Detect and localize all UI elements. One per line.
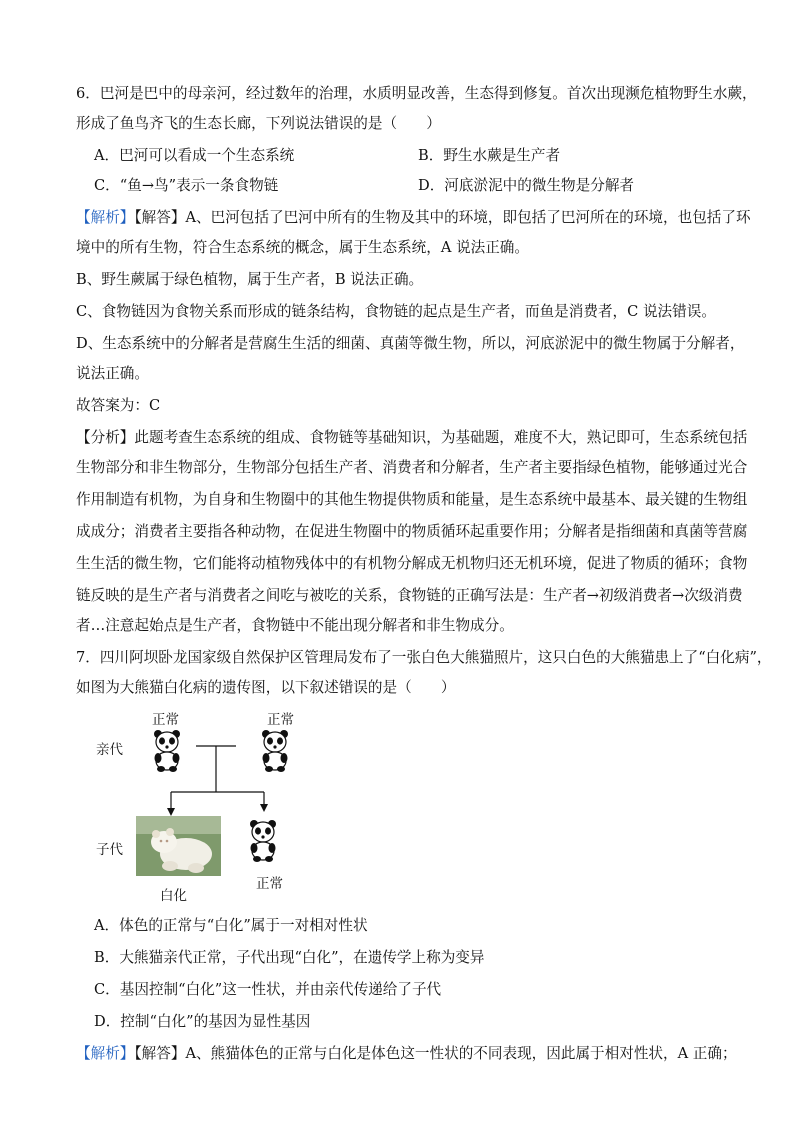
q6-answer-b: B、野生蕨属于绿色植物，属于生产者，B 说法正确。 (76, 271, 424, 288)
q6-answer-d-line2: 说法正确。 (76, 365, 149, 382)
q6-answer-a-line1 (76, 208, 756, 228)
answer-tag: 【解答】 (134, 209, 186, 226)
jiexi-tag: 【解析】 (76, 209, 135, 226)
q6-analysis-line7: 者…注意起始点是生产者，食物链中不能出现分解者和非生物成分。 (76, 617, 514, 634)
q7-option-a: A．体色的正常与“白化”属于一对相对性状 (94, 917, 368, 934)
q6-answer-a-line2: 境中的所有生物，符合生态系统的概念，属于生态系统，A 说法正确。 (76, 239, 529, 256)
q7-answer-a (76, 1044, 756, 1064)
pedigree-lines (76, 700, 376, 900)
analysis-tag: 【分析】 (76, 429, 135, 446)
albino-label: 白化 (160, 888, 187, 904)
q6-option-c: C．“鱼→鸟”表示一条食物链 (94, 177, 279, 194)
q7-stem-line1: 7．四川阿坝卧龙国家级自然保护区管理局发布了一张白色大熊猫照片，这只白色的大熊猫患上了“白化病”， (76, 649, 772, 666)
parent-generation-label: 亲代 (96, 742, 123, 758)
child-normal-label: 正常 (256, 876, 283, 892)
analysis-text: 此题考查生态系统的组成、食物链等基础知识，为基础题，难度不大，熟记即可，生态系统包括 (134, 429, 748, 446)
q6-option-b: B．野生水蕨是生产者 (418, 147, 561, 164)
parent-normal-label-1: 正常 (152, 712, 179, 728)
answer-a-text: A、巴河包括了巴河中所有的生物及其中的环境，即包括了巴河所在的环境，也包括了环 (185, 209, 751, 226)
q6-final-answer: 故答案为：C (76, 397, 161, 414)
inheritance-diagram (76, 700, 376, 904)
q7-option-b: B．大熊猫亲代正常，子代出现“白化”，在遗传学上称为变异 (94, 949, 485, 966)
parent-normal-label-2: 正常 (267, 712, 294, 728)
q6-option-a: A．巴河可以看成一个生态系统 (94, 147, 295, 164)
q6-stem-line1: 6．巴河是巴中的母亲河，经过数年的治理，水质明显改善，生态得到修复。首次出现濒危植物野生水蕨， (76, 85, 757, 102)
q6-option-d: D．河底淤泥中的微生物是分解者 (418, 177, 635, 194)
child-generation-label: 子代 (96, 842, 123, 858)
answer-a-text: A、熊猫体色的正常与白化是体色这一性状的不同表现，因此属于相对性状，A 正确； (185, 1045, 737, 1062)
answer-tag: 【解答】 (134, 1045, 186, 1062)
q6-analysis-line4: 成成分；消费者主要指各种动物，在促进生物圈中的物质循环起重要作用；分解者是指细菌和真菌等营腐 (76, 523, 748, 540)
q6-answer-c: C、食物链因为食物关系而形成的链条结构，食物链的起点是生产者，而鱼是消费者，C 说法错误。 (76, 303, 716, 320)
q7-option-c: C．基因控制“白化”这一性状，并由亲代传递给了子代 (94, 981, 442, 998)
q6-analysis-line1 (76, 428, 756, 448)
jiexi-tag: 【解析】 (76, 1045, 135, 1062)
q6-analysis-line5: 生生活的微生物，它们能将动植物残体中的有机物分解成无机物归还无机环境，促进了物质的循环；食物 (76, 555, 748, 572)
q6-answer-d-line1: D、生态系统中的分解者是营腐生生活的细菌、真菌等微生物，所以，河底淤泥中的微生物属于分解者， (76, 335, 745, 352)
q6-analysis-line6: 链反映的是生产者与消费者之间吃与被吃的关系，食物链的正确写法是：生产者→初级消费者→次级消费 (76, 587, 743, 604)
q6-stem-line2: 形成了鱼鸟齐飞的生态长廊，下列说法错误的是（ ） (76, 115, 441, 132)
q7-stem-line2: 如图为大熊猫白化病的遗传图，以下叙述错误的是（ ） (76, 679, 456, 696)
q6-analysis-line3: 作用制造有机物，为自身和生物圈中的其他生物提供物质和能量，是生态系统中最基本、最关键的生物组 (76, 491, 748, 508)
q6-analysis-line2: 生物部分和非生物部分，生物部分包括生产者、消费者和分解者，生产者主要指绿色植物，能够通过光合 (76, 459, 748, 476)
q7-option-d: D．控制“白化”的基因为显性基因 (94, 1013, 311, 1030)
